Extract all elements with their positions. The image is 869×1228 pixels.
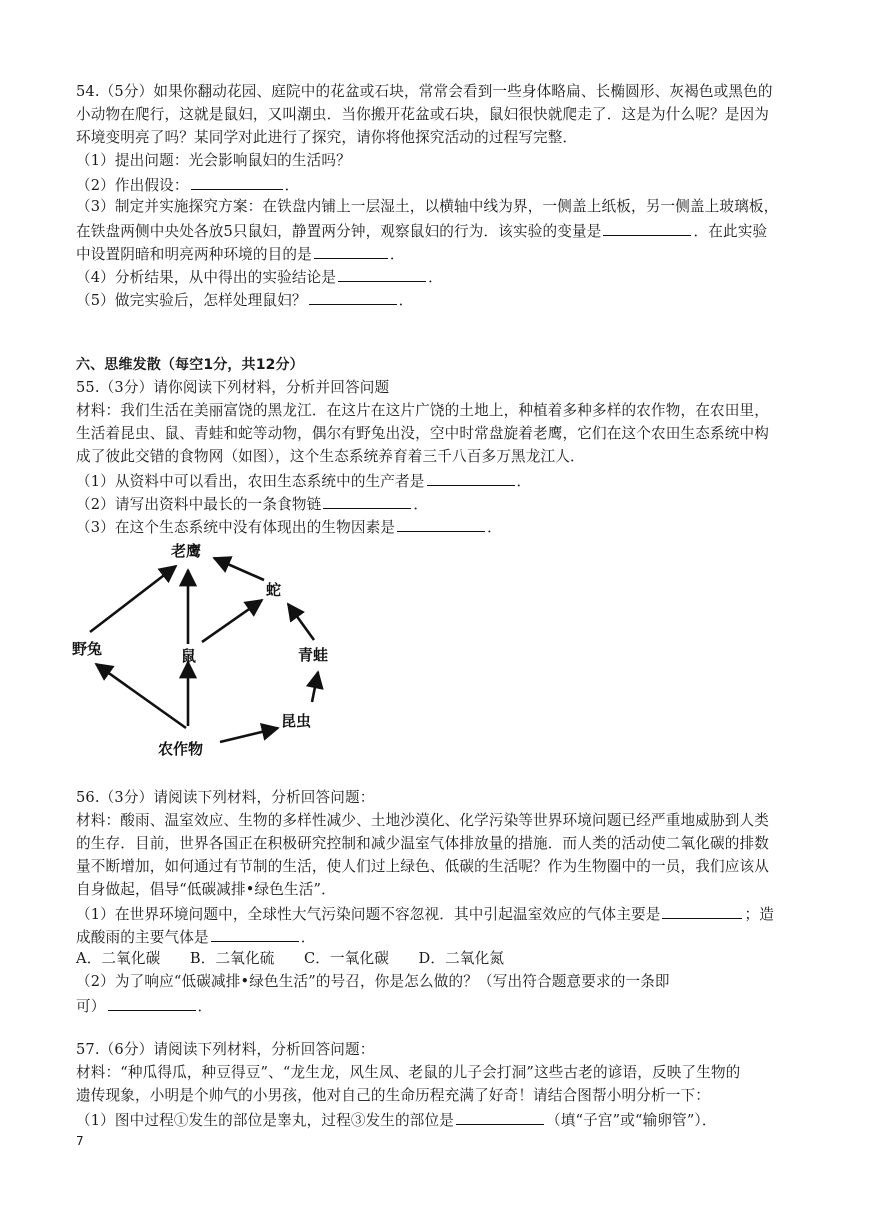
q55-line-2: 材料：我们生活在美丽富饶的黑龙江．在这片在这片广饶的土地上，种植着多种多样的农作物，在农田里， (76, 402, 769, 419)
q54-handling-prompt: （5）做完实验后，怎样处理鼠妇？ (76, 292, 307, 309)
answer-blank[interactable] (309, 289, 397, 305)
q56-line-5: 自身做起，倡导“低碳减排•绿色生活”． (76, 881, 336, 898)
q56-line-3: 的生存．目前，世界各国正在积极研究控制和减少温室气体排放量的措施．而人类的活动使二氧化碳的排数 (76, 835, 769, 852)
arrow-frog-to-snake (288, 604, 314, 640)
q54-line-5 (76, 174, 299, 196)
node-crop: 农作物 (158, 740, 204, 758)
answer-blank[interactable] (191, 174, 283, 190)
q54-line-7 (76, 220, 767, 242)
q57-line-1: 57.（6分）请阅读下列材料，分析回答问题： (76, 1041, 375, 1058)
answer-blank[interactable] (108, 995, 196, 1011)
text-tail: （填“子宫”或“输卵管”）． (546, 1112, 717, 1129)
q56-line-6 (76, 903, 774, 925)
node-mouse: 鼠 (181, 647, 197, 665)
answer-blank[interactable] (427, 470, 515, 486)
answer-blank[interactable] (397, 516, 485, 532)
q55-line-3: 生活着昆虫、鼠、青蛙和蛇等动物，偶尔有野兔出没，空中时常盘旋着老鹰，它们在这个农田生态系统中构 (76, 425, 769, 442)
answer-blank[interactable] (323, 493, 411, 509)
q56-line-4: 量不断增加，如何通过有节制的生活，使人们过上绿色、低碳的生活呢？作为生物圈中的一员，我们应该从 (76, 858, 769, 875)
q54-line-2: 小动物在爬行，这就是鼠妇，又叫潮虫．当你搬开花盆或石块，鼠妇很快就爬走了．这是为什么呢？是因为 (76, 106, 769, 123)
punctuation: ． (487, 519, 502, 536)
q56-line-10 (76, 995, 212, 1017)
punctuation: ． (284, 177, 300, 194)
answer-blank[interactable] (314, 243, 388, 259)
arrow-snake-to-eagle (214, 558, 264, 580)
q55-line-5 (76, 470, 531, 492)
punctuation: ． (389, 246, 405, 263)
q55-producer-prompt: （1）从资料中可以看出，农田生态系统中的生产者是 (76, 473, 425, 490)
node-snake: 蛇 (266, 581, 282, 599)
arrow-insect-to-frog (312, 672, 318, 702)
text-tail: ；造 (744, 906, 774, 923)
q56-line-7 (76, 926, 315, 948)
food-web-diagram (68, 536, 368, 766)
q56-greenhouse-prompt: （1）在世界环境问题中，全球性大气污染问题不容忽视．其中引起温室效应的气体主要是 (76, 906, 661, 923)
q54-line-8 (76, 243, 405, 265)
q55-line-6 (76, 493, 428, 515)
answer-blank[interactable] (662, 903, 742, 919)
q55-chain-prompt: （2）请写出资料中最长的一条食物链 (76, 496, 322, 513)
q54-hypothesis-prompt: （2）作出假设： (76, 177, 189, 194)
text-tail: ．在此实验 (693, 223, 768, 240)
q54-line-4: （1）提出问题：光会影响鼠妇的生活吗？ (76, 152, 351, 169)
q56-line-2: 材料：酸雨、温室效应、生物的多样性减少、土地沙漠化、化学污染等世界环境问题已经严重地威胁到人类 (76, 812, 769, 829)
punctuation: ． (516, 473, 532, 490)
answer-blank[interactable] (456, 1109, 544, 1125)
node-frog: 青蛙 (298, 646, 329, 664)
node-eagle: 老鹰 (171, 542, 202, 560)
q54-line-3: 环境变明亮了吗？某同学对此进行了探究，请你将他探究活动的过程写完整． (76, 129, 578, 146)
q56-acid-rain-prompt: 成酸雨的主要气体是 (76, 929, 209, 946)
q57-line-4 (76, 1109, 717, 1131)
q54-variable-prompt: 在铁盘两侧中央处各放5只鼠妇，静置两分钟，观察鼠妇的行为．该实验的变量是 (76, 223, 602, 240)
node-rabbit: 野兔 (72, 640, 103, 658)
arrow-crop-to-insect (220, 728, 278, 742)
answer-blank[interactable] (603, 220, 691, 236)
section-heading: 六、思维发散（每空1分，共12分） (76, 357, 304, 373)
punctuation: ． (428, 269, 443, 286)
q57-line-2: 材料：“种瓜得瓜，种豆得豆”、“龙生龙，风生凤、老鼠的儿子会打洞”这些古老的谚语，反映了生物的 (76, 1064, 741, 1081)
punctuation: ． (300, 929, 316, 946)
q54-line-6: （3）制定并实施探究方案：在铁盘内铺上一层湿土，以横轴中线为界，一侧盖上纸板，另一侧盖上玻璃板， (76, 198, 779, 215)
q56-line-9: （2）为了响应“低碳减排•绿色生活”的号召，你是怎么做的？（写出符合题意要求的一条即 (76, 973, 670, 990)
q57-location-prompt: （1）图中过程①发生的部位是睾丸，过程③发生的部位是 (76, 1112, 455, 1129)
q54-line-10 (76, 289, 413, 311)
q55-line-1: 55.（3分）请你阅读下列材料，分析并回答问题 (76, 379, 390, 396)
q57-line-3: 遗传现象，小明是个帅气的小男孩，他对自己的生命历程充满了好奇！请结合图帮小明分析一下： (76, 1087, 710, 1104)
q55-line-4: 成了彼此交错的食物网（如图），这个生态系统养育着三千八百多万黑龙江人． (76, 448, 585, 465)
q56-options: A．二氧化碳 B．二氧化硫 C．一氧化碳 D．二氧化氮 (76, 950, 505, 967)
arrow-crop-to-rabbit (96, 664, 186, 728)
q56-action-prompt: 可） (76, 998, 106, 1015)
punctuation: ． (197, 998, 213, 1015)
answer-blank[interactable] (338, 266, 426, 282)
q54-line-1: 54.（5分）如果你翻动花园、庭院中的花盆或石块，常常会看到一些身体略扁、长椭圆形、灰褐色或黑色的 (76, 83, 773, 100)
punctuation: ． (398, 292, 414, 309)
arrow-rabbit-to-eagle (90, 566, 176, 632)
q54-line-9 (76, 266, 443, 288)
q54-purpose-prompt: 中设置阴暗和明亮两种环境的目的是 (76, 246, 312, 263)
answer-blank[interactable] (211, 926, 299, 942)
page-number: 7 (76, 1134, 84, 1148)
arrow-mouse-to-snake (202, 600, 262, 642)
q56-line-1: 56.（3分）请阅读下列材料，分析回答问题： (76, 789, 375, 806)
punctuation: ． (413, 496, 429, 513)
q55-factor-prompt: （3）在这个生态系统中没有体现出的生物因素是 (76, 519, 396, 536)
node-insect: 昆虫 (281, 712, 312, 730)
q55-line-7 (76, 516, 502, 538)
q54-conclusion-prompt: （4）分析结果，从中得出的实验结论是 (76, 269, 337, 286)
